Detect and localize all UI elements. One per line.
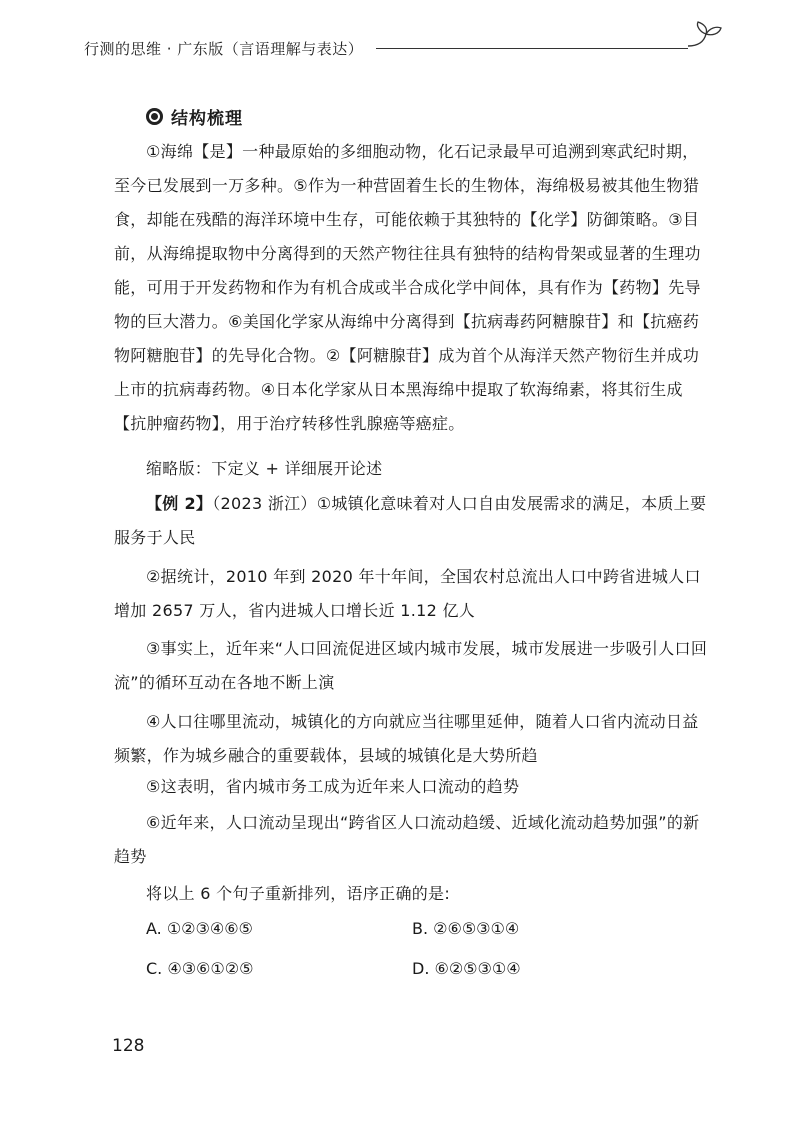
running-header bbox=[84, 34, 724, 64]
summary-block bbox=[114, 452, 714, 486]
example-sentence-1 bbox=[114, 487, 714, 555]
sentence-2-block bbox=[114, 560, 714, 628]
example-sentence-2: ②据统计，2010 年到 2020 年十年间，全国农村总流出人口中跨省进城人口增加 2657 万人，省内进城人口增长近 1.12 亿人 bbox=[114, 567, 701, 620]
option-d: D. ⑥②⑤③①④ bbox=[412, 959, 521, 978]
sentence-5-block bbox=[114, 770, 714, 804]
option-c: C. ④③⑥①②⑤ bbox=[146, 959, 254, 978]
answer-options bbox=[146, 912, 566, 986]
header-title: 行测的思维 · 广东版（言语理解与表达） bbox=[84, 40, 364, 58]
sentence-1-text: ①城镇化意味着对人口自由发展需求的满足，本质上要服务于人民 bbox=[114, 494, 707, 547]
example-sentence-6: ⑥近年来，人口流动呈现出“跨省区人口流动趋缓、近域化流动趋势加强”的新趋势 bbox=[114, 813, 700, 866]
example-tag: 【例 2】 bbox=[146, 494, 213, 513]
page-number: 128 bbox=[112, 1036, 145, 1056]
example-block bbox=[114, 487, 714, 555]
analysis-block bbox=[114, 135, 714, 441]
question-prompt: 将以上 6 个句子重新排列，语序正确的是: bbox=[146, 884, 451, 903]
section-title: 结构梳理 bbox=[171, 108, 243, 129]
sprout-icon bbox=[684, 20, 724, 52]
option-b: B. ②⑥⑤③①④ bbox=[412, 919, 520, 938]
target-icon bbox=[146, 108, 163, 125]
example-source: （2023 浙江） bbox=[212, 494, 317, 513]
header-rule bbox=[376, 48, 688, 49]
sentence-3-block bbox=[114, 632, 714, 700]
example-sentence-3: ③事实上，近年来“人口回流促进区域内城市发展，城市发展进一步吸引人口回流”的循环互动在各地不断上演 bbox=[114, 639, 708, 692]
section-heading bbox=[146, 104, 243, 128]
analysis-paragraph: ①海绵【是】一种最原始的多细胞动物，化石记录最早可追溯到寒武纪时期，至今已发展到一万多种。⑤作为一种营固着生长的生物体，海绵极易被其他生物猎食，却能在残酷的海洋环境中生存，可能依赖于其独特的【化学】防御策略。③目前，从海绵提取物中分离得到的天然产物往往具有独特的结构骨架或显著的生理功能，可用于开发药物和作为有机合成或半合成化学中间体，具有作为【药物】先导物的巨大潜力。⑥美国化学家从海绵中分离得到【抗病毒药阿糖腺苷】和【抗癌药物阿糖胞苷】的先导化合物。②【阿糖腺苷】成为首个从海洋天然产物衍生并成功上市的抗病毒药物。④日本化学家从日本黑海绵中提取了软海绵素，将其衍生成【抗肿瘤药物】，用于治疗转移性乳腺癌等癌症。 bbox=[114, 142, 701, 433]
summary-line: 缩略版：下定义 + 详细展开论述 bbox=[146, 459, 383, 478]
question-block bbox=[114, 877, 714, 911]
example-sentence-4: ④人口往哪里流动，城镇化的方向就应当往哪里延伸，随着人口省内流动日益频繁，作为城乡融合的重要载体，县域的城镇化是大势所趋 bbox=[114, 712, 699, 765]
option-a: A. ①②③④⑥⑤ bbox=[146, 919, 253, 938]
sentence-6-block bbox=[114, 806, 714, 874]
example-sentence-5: ⑤这表明，省内城市务工成为近年来人口流动的趋势 bbox=[146, 777, 520, 796]
sentence-4-block bbox=[114, 705, 714, 773]
